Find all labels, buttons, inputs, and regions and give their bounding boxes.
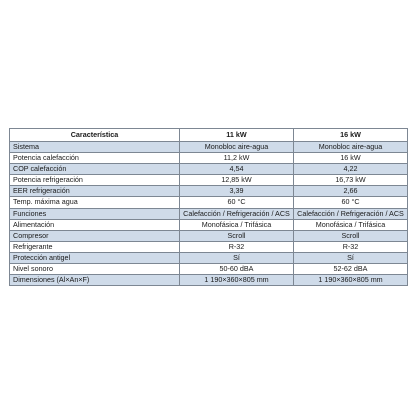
header-row [10,129,408,142]
value-16kw: Scroll [294,230,408,241]
table-row [10,264,408,275]
table-row [10,252,408,263]
value-11kw: 12,85 kW [180,175,294,186]
table-row [10,241,408,252]
value-11kw: Calefacción / Refrigeración / ACS [180,208,294,219]
value-11kw: Monofásica / Trifásica [180,219,294,230]
table-row [10,219,408,230]
row-label: Refrigerante [10,241,180,252]
value-11kw: 3,39 [180,186,294,197]
value-11kw: 11,2 kW [180,153,294,164]
value-11kw: 4,54 [180,164,294,175]
row-label: Compresor [10,230,180,241]
row-label: Sistema [10,142,180,153]
value-11kw: R-32 [180,241,294,252]
table-row [10,153,408,164]
value-16kw: 16 kW [294,153,408,164]
table-row [10,208,408,219]
table-row [10,164,408,175]
value-11kw: 60 °C [180,197,294,208]
value-11kw: Sí [180,252,294,263]
value-16kw: Calefacción / Refrigeración / ACS [294,208,408,219]
value-16kw: 2,66 [294,186,408,197]
value-16kw: Monofásica / Trifásica [294,219,408,230]
table-row [10,230,408,241]
row-label: Protección antigel [10,252,180,263]
value-16kw: 60 °C [294,197,408,208]
value-16kw: 16,73 kW [294,175,408,186]
value-11kw: 50-60 dBA [180,264,294,275]
row-label: Alimentación [10,219,180,230]
value-16kw: Monobloc aire-agua [294,142,408,153]
row-label: Potencia refrigeración [10,175,180,186]
table-header [10,129,408,142]
row-label: Dimensiones (Al×An×F) [10,275,180,286]
table-row [10,175,408,186]
row-label: EER refrigeración [10,186,180,197]
row-label: Potencia calefacción [10,153,180,164]
row-label: Temp. máxima agua [10,197,180,208]
spec-table [9,128,408,286]
value-16kw: 52-62 dBA [294,264,408,275]
value-11kw: 1 190×360×805 mm [180,275,294,286]
value-16kw: 1 190×360×805 mm [294,275,408,286]
value-16kw: Sí [294,252,408,263]
value-11kw: Monobloc aire-agua [180,142,294,153]
value-11kw: Scroll [180,230,294,241]
header-16kw: 16 kW [294,129,408,142]
table-row [10,142,408,153]
header-11kw: 11 kW [180,129,294,142]
row-label: Funciones [10,208,180,219]
table-row [10,197,408,208]
table-row [10,275,408,286]
table-row [10,186,408,197]
value-16kw: R-32 [294,241,408,252]
row-label: Nivel sonoro [10,264,180,275]
row-label: COP calefacción [10,164,180,175]
value-16kw: 4,22 [294,164,408,175]
table-body [10,142,408,286]
header-feature: Característica [10,129,180,142]
